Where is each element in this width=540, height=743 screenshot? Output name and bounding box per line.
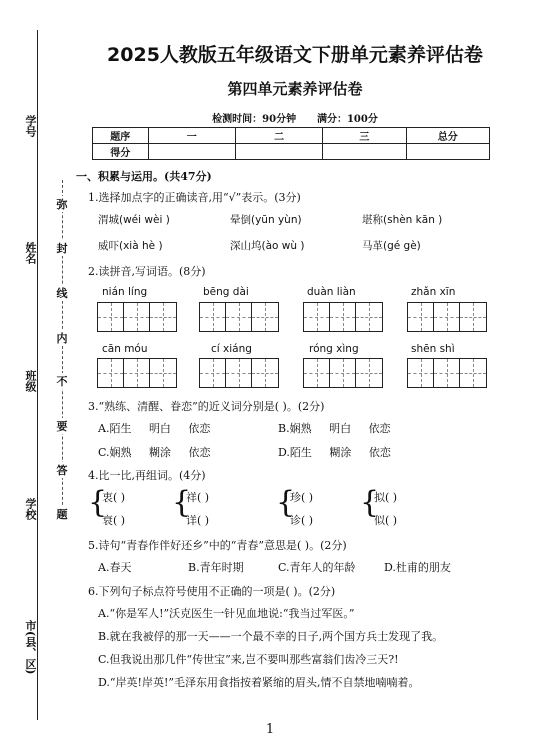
question-2-stem: 2.读拼音,写词语。(8分): [88, 265, 206, 278]
score-header-cell: 总分: [406, 128, 489, 144]
q1-item[interactable]: 渭城(wéi wèi ): [98, 214, 170, 226]
page-subtitle: 第四单元素养评估卷: [227, 80, 363, 98]
q6-option[interactable]: C.但我说出那几件“传世宝”来,岂不要叫那些富翁们齿冷三天?!: [98, 653, 399, 666]
pinyin-label: zhǎn xīn: [411, 286, 456, 298]
question-5-stem: 5.诗句“青春作伴好还乡”中的“青春”意思是( )。(2分): [88, 539, 347, 552]
seal-word: 答: [56, 464, 68, 477]
score-cell[interactable]: [406, 144, 489, 160]
q4-pair-item[interactable]: 详( ): [186, 514, 210, 527]
school-label: 学校: [24, 498, 37, 520]
name-label: 姓名: [24, 242, 37, 264]
brace-icon: {: [172, 485, 192, 520]
q3-option-word: 依恋: [188, 422, 211, 435]
score-cell[interactable]: [148, 144, 235, 160]
brace-icon: {: [276, 485, 296, 520]
writing-grid[interactable]: [97, 358, 177, 388]
q3-option-word: A.陌生: [98, 422, 132, 435]
q6-option[interactable]: A.“你是军人!”沃克医生一针见血地说:“我当过军医。”: [98, 607, 355, 620]
writing-grid[interactable]: [407, 358, 487, 388]
q3-option-word: 明白: [148, 422, 171, 435]
city-label: 市(县、区): [24, 620, 37, 675]
q4-pair-item[interactable]: 诊( ): [290, 514, 314, 527]
writing-grid[interactable]: [303, 302, 383, 332]
seal-word: 封: [56, 242, 68, 255]
pinyin-label: shēn shì: [411, 343, 455, 355]
q4-pair-item[interactable]: 拟( ): [374, 491, 398, 504]
q5-option[interactable]: B.青年时期: [188, 561, 244, 574]
score-table: [92, 127, 490, 160]
writing-grid[interactable]: [407, 302, 487, 332]
q3-option-word: 糊涂: [149, 446, 172, 459]
pinyin-label: cí xiáng: [211, 343, 252, 355]
q4-pair-item[interactable]: 衰( ): [102, 514, 126, 527]
q3-option-d[interactable]: [278, 444, 391, 460]
q3-option-word: 依恋: [188, 446, 211, 459]
score-cell[interactable]: [235, 144, 322, 160]
exam-full-score: 满分：100分: [316, 114, 378, 125]
q3-option-word: 依恋: [368, 422, 391, 435]
score-header-cell: 题序: [93, 128, 149, 144]
seal-word: 内: [56, 332, 68, 345]
seal-word: 题: [56, 508, 68, 521]
student-number-label: 学号: [24, 115, 37, 137]
q4-pair-item[interactable]: 衷( ): [102, 491, 126, 504]
score-row-label: 得分: [93, 144, 149, 160]
page-title: 2025人教版五年级语文下册单元素养评估卷: [107, 44, 483, 66]
q3-option-a[interactable]: [98, 420, 210, 436]
question-1-stem: 1.选择加点字的正确读音,用“√”表示。(3分): [88, 191, 301, 204]
q1-item[interactable]: 马革(gé gè): [362, 240, 421, 252]
writing-grid[interactable]: [199, 358, 279, 388]
score-header-cell: 二: [235, 128, 322, 144]
writing-grid[interactable]: [303, 358, 383, 388]
exam-time: 检测时间：90分钟: [212, 114, 297, 125]
q4-pair-item[interactable]: 珍( ): [290, 491, 314, 504]
q1-item[interactable]: 深山坞(ào wù ): [230, 240, 305, 252]
q3-option-word: D.陌生: [278, 446, 312, 459]
pinyin-label: nián líng: [102, 286, 148, 298]
q3-option-b[interactable]: [278, 420, 391, 436]
pinyin-label: bēng dài: [203, 286, 249, 298]
q3-option-word: C.娴熟: [98, 446, 132, 459]
score-table-header-row: [93, 128, 490, 144]
q1-item[interactable]: 晕倒(yūn yùn): [230, 214, 302, 226]
pinyin-label: róng xìng: [309, 343, 359, 355]
q3-option-word: 糊涂: [329, 446, 352, 459]
section-title: 一、积累与运用。(共47分): [76, 170, 212, 183]
score-table-row: [93, 144, 490, 160]
class-label: 班级: [24, 370, 37, 392]
writing-grid[interactable]: [199, 302, 279, 332]
q1-item[interactable]: 威吓(xià hè ): [98, 240, 163, 252]
question-3-stem: 3.“熟练、清醒、眷恋”的近义词分别是( )。(2分): [88, 400, 325, 413]
q6-option[interactable]: B.就在我被俘的那一天——一个最不幸的日子,两个国方兵士发现了我。: [98, 630, 444, 643]
seal-word: 弥: [56, 198, 68, 211]
q3-option-word: B.娴熟: [278, 422, 312, 435]
brace-icon: {: [360, 485, 380, 520]
writing-grid[interactable]: [97, 302, 177, 332]
seal-word: 要: [56, 420, 68, 433]
seal-word: 线: [56, 287, 68, 300]
q4-pair-item[interactable]: 祥( ): [186, 491, 210, 504]
pinyin-label: duàn liàn: [307, 286, 356, 298]
q5-option[interactable]: D.杜甫的朋友: [384, 561, 451, 574]
page-number: 1: [265, 722, 275, 737]
q6-option[interactable]: D.“岸英!岸英!”毛泽东用食指按着紧缩的眉头,情不自禁地喃喃着。: [98, 676, 420, 689]
q5-option[interactable]: C.青年人的年龄: [278, 561, 356, 574]
q5-option[interactable]: A.春天: [98, 561, 132, 574]
brace-icon: {: [88, 485, 108, 520]
score-header-cell: 一: [148, 128, 235, 144]
score-header-cell: 三: [323, 128, 406, 144]
exam-meta: [95, 110, 495, 125]
q4-pair-item[interactable]: 似( ): [374, 514, 398, 527]
q1-item[interactable]: 堪称(shèn kān ): [362, 214, 443, 226]
seal-word: 不: [56, 375, 68, 388]
question-4-stem: 4.比一比,再组词。(4分): [88, 469, 206, 482]
score-cell[interactable]: [323, 144, 406, 160]
question-6-stem: 6.下列句子标点符号使用不正确的一项是( )。(2分): [88, 585, 336, 598]
q3-option-word: 明白: [329, 422, 352, 435]
q3-option-word: 依恋: [368, 446, 391, 459]
pinyin-label: cān móu: [102, 343, 148, 355]
q3-option-c[interactable]: [98, 444, 211, 460]
